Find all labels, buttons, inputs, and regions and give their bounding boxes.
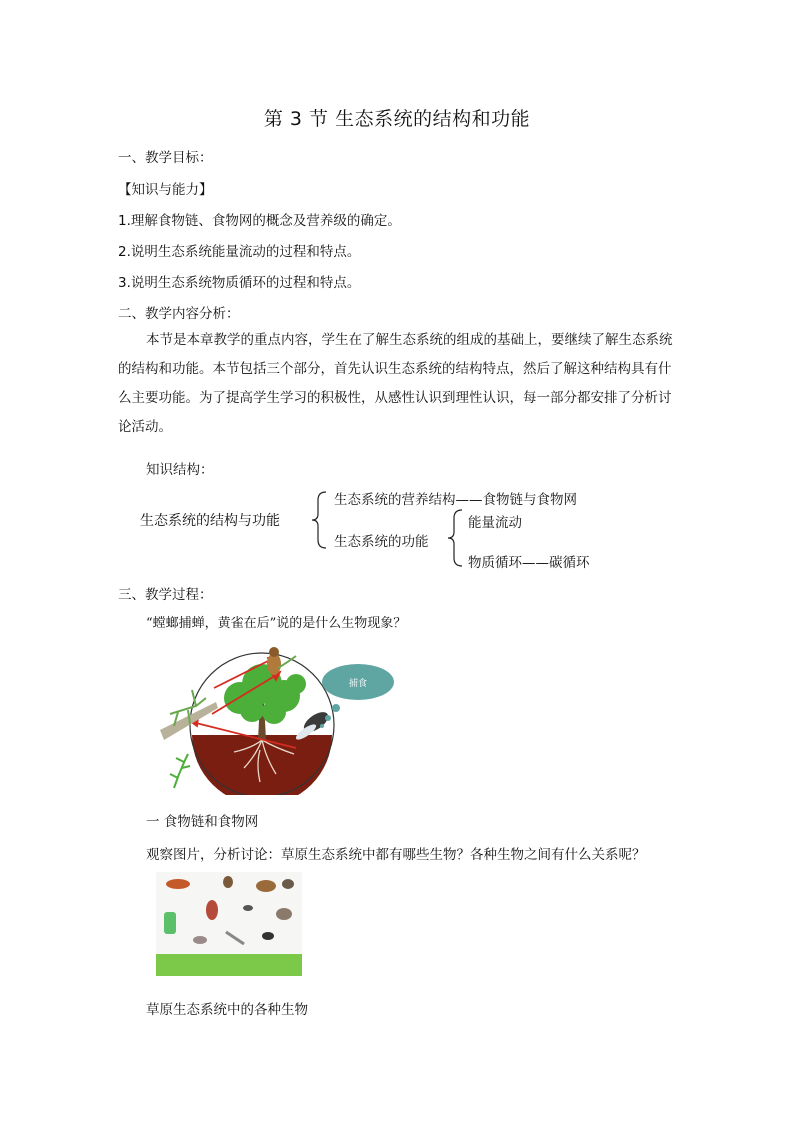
structure-sub-material-cycle: 物质循环——碳循环 xyxy=(468,555,590,571)
knowledge-ability-heading: 【知识与能力】 xyxy=(118,182,213,198)
structure-branch-trophic: 生态系统的营养结构——食物链与食物网 xyxy=(334,492,577,508)
discussion-prompt: 观察图片，分析讨论：草原生态系统中都有哪些生物？各种生物之间有什么关系呢？ xyxy=(146,847,646,863)
food-chain-subheading: 一 食物链和食物网 xyxy=(146,814,259,830)
section-heading-content-analysis: 二、教学内容分析： xyxy=(118,306,240,322)
objective-item-3: 3.说明生态系统物质循环的过程和特点。 xyxy=(118,275,361,291)
grass-strip xyxy=(156,954,302,976)
knowledge-structure-label: 知识结构： xyxy=(146,462,214,478)
objective-item-2: 2.说明生态系统能量流动的过程和特点。 xyxy=(118,244,361,260)
page-title: 第 3 节 生态系统的结构和功能 xyxy=(263,108,531,130)
grassland-organisms-image xyxy=(156,872,302,976)
structure-branch-function: 生态系统的功能 xyxy=(334,534,429,550)
structure-sub-energy-flow: 能量流动 xyxy=(468,515,522,531)
food-chain-illustration xyxy=(156,640,406,795)
foliage xyxy=(224,664,306,724)
objective-item-1: 1.理解食物链、食物网的概念及营养级的确定。 xyxy=(118,213,401,229)
bubble-label: 捕食 xyxy=(348,679,368,689)
brace-2 xyxy=(444,508,468,568)
structure-root: 生态系统的结构与功能 xyxy=(140,513,280,529)
content-analysis-paragraph: 本节是本章教学的重点内容，学生在了解生态系统的组成的基础上，要继续了解生态系统的结构和功能。本节包括三个部分，首先认识生态系统的结构特点，然后了解这种结构具有什么主要功能。为了提高学生学习的积极性，从感性认识到理性认识，每一部分都安排了分析讨论活动。 xyxy=(118,332,673,435)
mantis-question: “螳螂捕蝉，黄雀在后”说的是什么生物现象？ xyxy=(146,616,407,631)
section-heading-process: 三、教学过程： xyxy=(118,587,213,603)
fern xyxy=(170,754,190,788)
soil-half xyxy=(192,735,332,795)
image-caption: 草原生态系统中的各种生物 xyxy=(146,1002,308,1018)
brace-1 xyxy=(308,490,332,550)
section-heading-objectives: 一、教学目标： xyxy=(118,150,213,166)
